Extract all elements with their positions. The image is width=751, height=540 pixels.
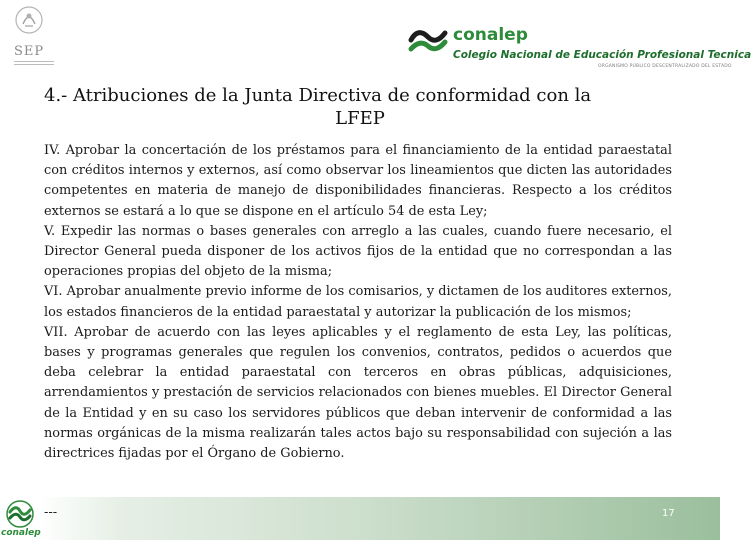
title-line-1: 4.- Atribuciones de la Junta Directiva de conformidad con la [44,85,592,106]
body-text [44,141,672,464]
conalep-logo-icon [408,25,448,55]
page-title [44,84,676,130]
footer-dash: --- [44,505,58,520]
paragraph-vii: VII. Aprobar de acuerdo con las leyes aplicables y el reglamento de esta Ley, las políticas, bases y programas generales que regulen los convenios, contratos, pedidos o acuerdos que deba celebrar la entidad paraestatal con terceros en obras públicas, adquisiciones, arrendamientos y prestación de servicios relacionados con bienes muebles. El Director General de la Entidad y en su caso los servidores públicos que deban intervenir de conformidad a las normas orgánicas de la misma realizarán tales actos bajo su responsabilidad con sujeción a las directrices fijadas por el Órgano de Gobierno. [44,324,672,462]
page-number: 17 [662,508,675,519]
footer-bar [38,497,720,540]
conalep-tagline: ORGANISMO PÚBLICO DESCENTRALIZADO DEL ESTADO [598,64,732,69]
sep-label: SEP [14,44,45,59]
paragraph-iv: IV. Aprobar la concertación de los préstamos para el financiamiento de la entidad paraestatal con créditos internos y externos, así como observar los lineamientos que dicten las autoridades competentes en materia de manejo de disponibilidades financieras. Respecto a los créditos externos se estará a lo que se dispone en el artículo 54 de esta Ley; [44,143,672,219]
sep-logo [4,4,56,76]
footer-logo-label: conalep [1,528,41,538]
sep-divider [14,61,54,65]
paragraph-vi: VI. Aprobar anualmente previo informe de los comisarios, y dictamen de los auditores externos, los estados financieros de la entidad paraestatal y autorizar la publicación de los mismos; [44,284,672,320]
title-line-2: LFEP [335,108,385,129]
conalep-header-logo [408,22,751,78]
conalep-name: conalep [453,25,528,45]
conalep-full-name: Colegio Nacional de Educación Profesional Tecnica [453,49,751,61]
paragraph-v: V. Expedir las normas o bases generales con arreglo a las cuales, cuando fuere necesario, el Director General pueda disponer de los activos fijos de la entidad que no correspondan a las operaciones propias del objeto de la misma; [44,223,672,280]
mexico-coat-of-arms-icon [14,4,44,38]
